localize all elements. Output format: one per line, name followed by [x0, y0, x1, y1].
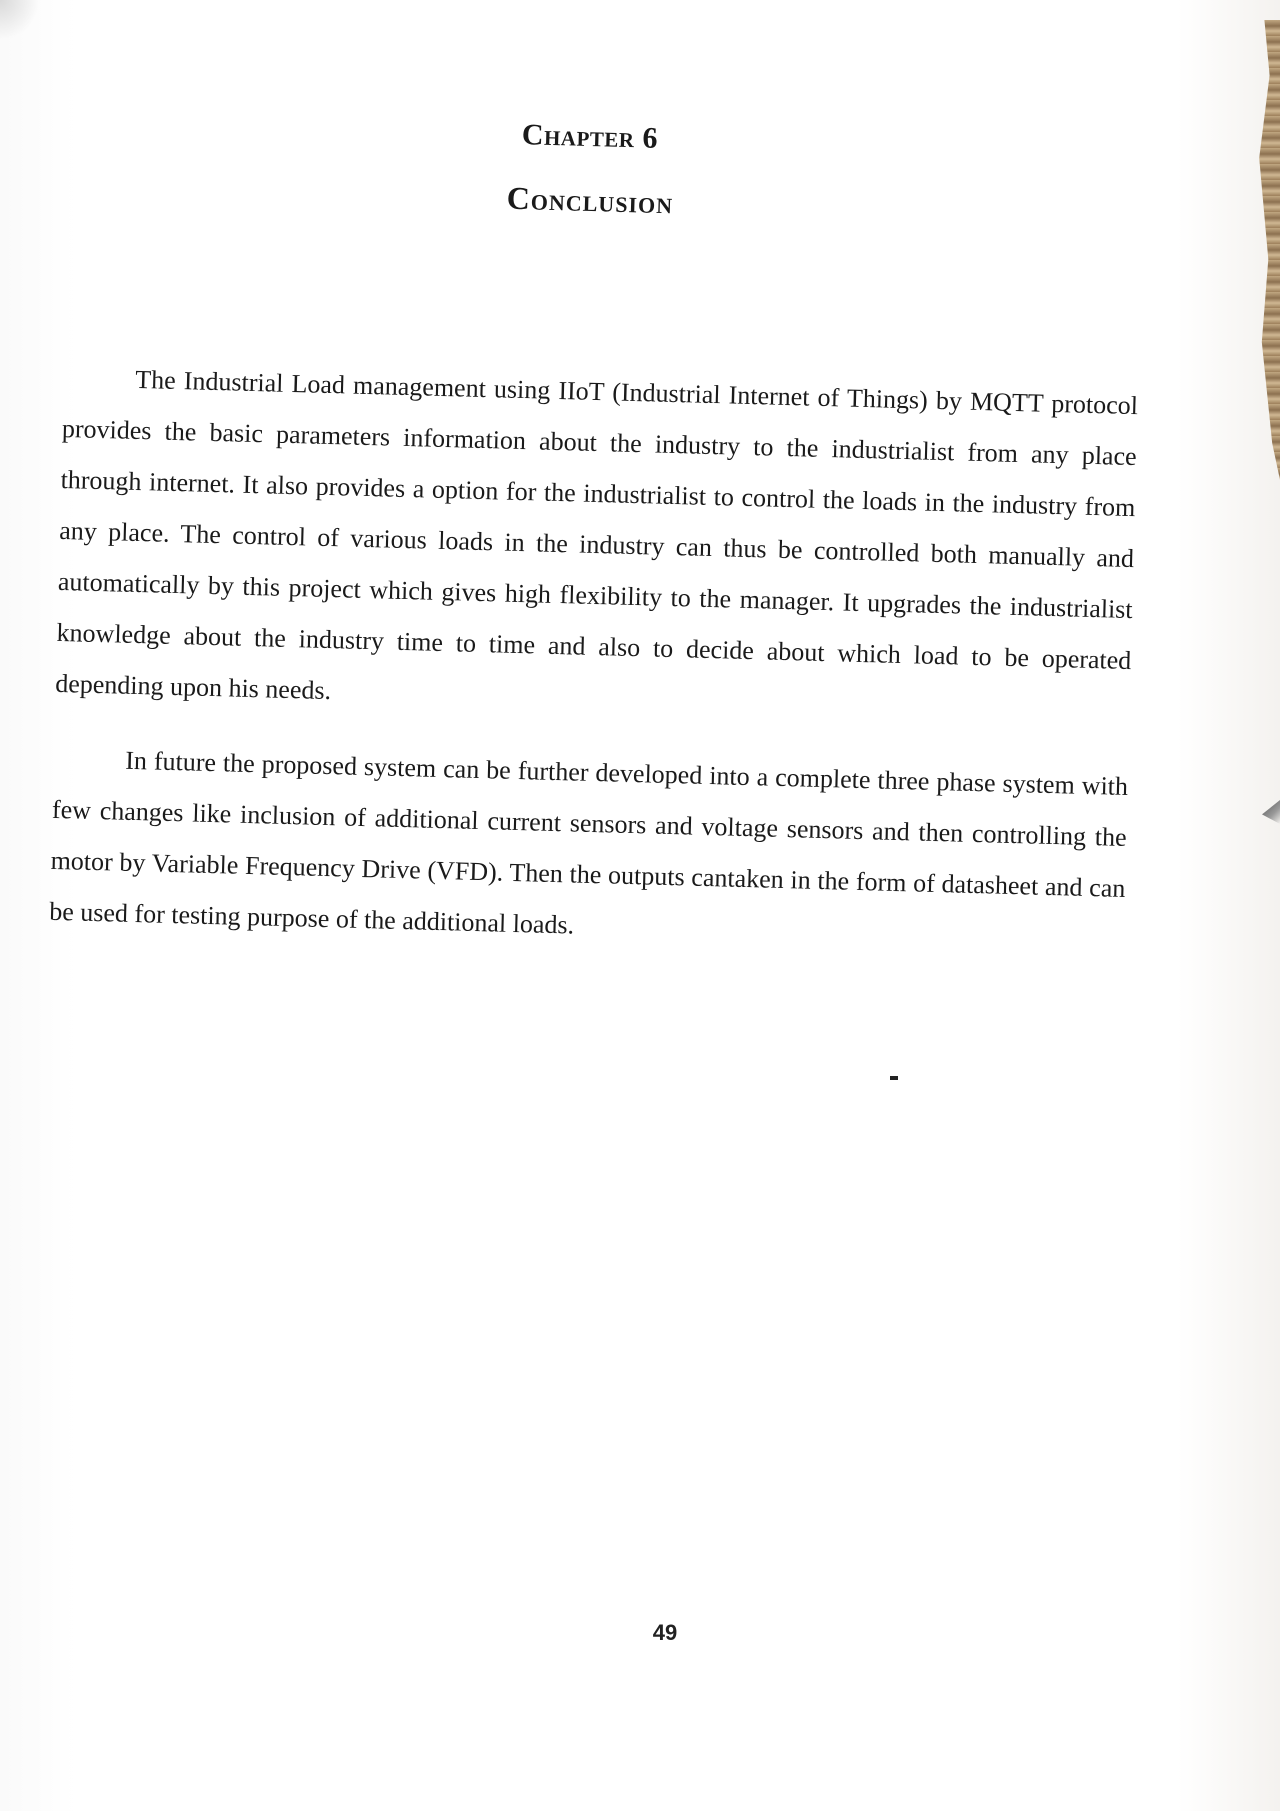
stray-mark: [890, 1076, 898, 1080]
paragraph-summary: The Industrial Load management using IIoT (Industrial Internet of Things) by MQTT protocol provides the basic parameters information about the industry to the industrialist from any place through internet. It also provides a option for the industrialist to control the loads in the industry from any place. The control of various loads in the industry can thus be controlled both manually and automatically by this project which gives high flexibility to the manager. It upgrades the industrialist knowledge about the industry time to time and also to decide about which load to be operated depending upon his needs.: [54, 364, 1139, 706]
binding-edge-texture: [1254, 20, 1280, 480]
body-text: [49, 352, 1139, 965]
paragraph-future-scope: In future the proposed system can be further developed into a complete three phase system with few changes like inclusion of additional current sensors and voltage sensors and then controlling the motor by Variable Frequency Drive (VFD). Then the outputs cantaken in the form of datasheet and can be used for testing purpose of the additional loads.: [48, 745, 1129, 940]
chapter-label: Chapter 6: [521, 118, 659, 155]
binding-edge-mark: [1262, 800, 1280, 824]
chapter-title: Conclusion: [506, 179, 674, 221]
page-number: 49: [652, 1620, 678, 1645]
page-corner-shadow: [0, 0, 40, 40]
